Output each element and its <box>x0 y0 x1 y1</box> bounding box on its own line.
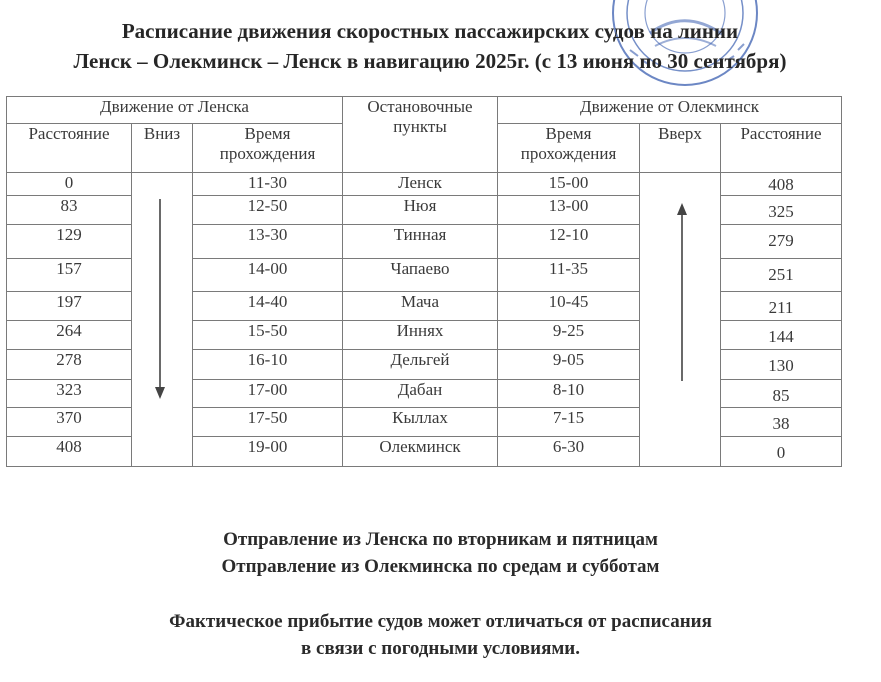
header-from-lensk: Движение от Ленска <box>7 97 343 124</box>
header-distance-up: Расстояние <box>721 124 842 173</box>
disclaimer-line-1: Фактическое прибытие судов может отличаться от расписания <box>169 611 712 632</box>
time-down-cell: 17-00 <box>193 380 343 408</box>
time-up-cell: 9-25 <box>498 321 640 350</box>
header-from-olekminsk: Движение от Олекминск <box>498 97 842 124</box>
weather-disclaimer <box>0 608 881 662</box>
time-up-cell: 10-45 <box>498 292 640 321</box>
stop-name-cell: Дабан <box>343 380 498 408</box>
stop-name-cell: Тинная <box>343 225 498 259</box>
distance-up-cell: 279 <box>721 225 842 259</box>
time-up-cell: 6-30 <box>498 437 640 467</box>
header-time-up <box>498 124 640 173</box>
title-line-1: Расписание движения скоростных пассажирских судов на линии <box>121 19 739 43</box>
time-down-cell: 17-50 <box>193 408 343 437</box>
time-down-cell: 15-50 <box>193 321 343 350</box>
down-arrow-cell <box>132 173 193 467</box>
distance-down-cell: 197 <box>7 292 132 321</box>
time-up-cell: 8-10 <box>498 380 640 408</box>
schedule-table <box>6 96 842 467</box>
distance-up-cell: 408 <box>721 173 842 196</box>
distance-down-cell: 370 <box>7 408 132 437</box>
arrow-down-icon <box>132 173 193 466</box>
header-time-down <box>193 124 343 173</box>
time-up-cell: 15-00 <box>498 173 640 196</box>
header-distance-down: Расстояние <box>7 124 132 173</box>
distance-up-cell: 85 <box>721 380 842 408</box>
header-up: Вверх <box>640 124 721 173</box>
header-stops <box>343 97 498 173</box>
time-down-cell: 13-30 <box>193 225 343 259</box>
stop-name-cell: Мача <box>343 292 498 321</box>
distance-down-cell: 129 <box>7 225 132 259</box>
time-up-cell: 9-05 <box>498 350 640 380</box>
header-down: Вниз <box>132 124 193 173</box>
time-up-cell: 12-10 <box>498 225 640 259</box>
stop-name-cell: Чапаево <box>343 259 498 292</box>
time-down-cell: 16-10 <box>193 350 343 380</box>
distance-up-cell: 144 <box>721 321 842 350</box>
distance-up-cell: 38 <box>721 408 842 437</box>
disclaimer-line-2: в связи с погодными условиями. <box>301 638 580 659</box>
time-down-cell: 14-00 <box>193 259 343 292</box>
distance-down-cell: 408 <box>7 437 132 467</box>
header-time-down-label: Время прохождения <box>219 124 316 163</box>
time-down-cell: 12-50 <box>193 196 343 225</box>
distance-up-cell: 325 <box>721 196 842 225</box>
distance-up-cell: 130 <box>721 350 842 380</box>
distance-down-cell: 0 <box>7 173 132 196</box>
note-departure-olekminsk: Отправление из Олекминска по средам и субботам <box>221 556 660 577</box>
document-title <box>0 16 860 76</box>
time-down-cell: 19-00 <box>193 437 343 467</box>
table-header-group-row <box>7 97 842 124</box>
time-up-cell: 13-00 <box>498 196 640 225</box>
stop-name-cell: Ленск <box>343 173 498 196</box>
note-departure-lensk: Отправление из Ленска по вторникам и пятницам <box>223 529 658 550</box>
distance-up-cell: 0 <box>721 437 842 467</box>
table-row <box>7 173 842 196</box>
distance-up-cell: 251 <box>721 259 842 292</box>
distance-down-cell: 157 <box>7 259 132 292</box>
arrow-up-icon <box>640 173 721 466</box>
stop-name-cell: Дельгей <box>343 350 498 380</box>
title-line-2: Ленск – Олекминск – Ленск в навигацию 2025г. (с 13 июня по 30 сентября) <box>73 49 787 73</box>
distance-down-cell: 264 <box>7 321 132 350</box>
up-arrow-cell <box>640 173 721 467</box>
departure-notes <box>0 526 881 580</box>
time-down-cell: 11-30 <box>193 173 343 196</box>
distance-down-cell: 323 <box>7 380 132 408</box>
header-stops-label: Остановочные пункты <box>367 97 473 136</box>
stop-name-cell: Олекминск <box>343 437 498 467</box>
header-time-up-label: Время прохождения <box>520 124 617 163</box>
stop-name-cell: Иннях <box>343 321 498 350</box>
distance-down-cell: 278 <box>7 350 132 380</box>
stop-name-cell: Нюя <box>343 196 498 225</box>
time-up-cell: 11-35 <box>498 259 640 292</box>
distance-up-cell: 211 <box>721 292 842 321</box>
stop-name-cell: Кыллах <box>343 408 498 437</box>
distance-down-cell: 83 <box>7 196 132 225</box>
time-down-cell: 14-40 <box>193 292 343 321</box>
time-up-cell: 7-15 <box>498 408 640 437</box>
